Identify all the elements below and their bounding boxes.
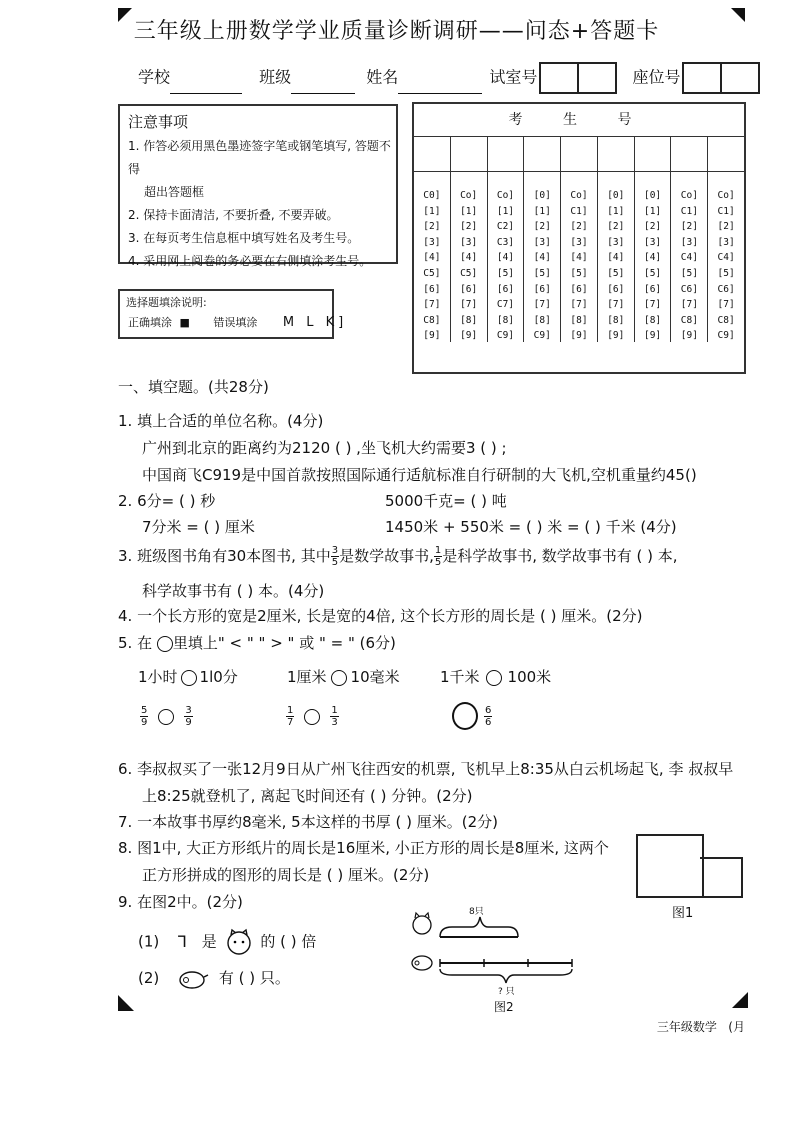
number-bubble[interactable]: [0] <box>643 190 662 201</box>
number-bubble[interactable]: [5] <box>680 267 698 279</box>
number-bubble[interactable]: [9] <box>607 330 625 342</box>
number-bubble[interactable]: C1] <box>680 205 698 217</box>
number-bubble[interactable]: C8] <box>423 314 441 326</box>
number-bubble[interactable]: [7] <box>717 299 735 311</box>
number-bubble[interactable]: [3] <box>643 236 662 248</box>
number-bubble[interactable]: [9] <box>643 330 662 342</box>
figure2-top-label: 8只 <box>469 907 484 917</box>
number-bubble[interactable]: [5] <box>533 267 551 279</box>
q5-compare-2: 1厘米 10毫米 <box>287 668 400 686</box>
compare-circle[interactable] <box>486 670 502 686</box>
number-bubble[interactable]: [1] <box>533 205 551 217</box>
number-bubble[interactable]: [5] <box>607 267 625 279</box>
notice-item: 2. 保持卡面清洁, 不要折叠, 不要弄破。 <box>128 208 339 222</box>
figure2-bottom-label: ? 只 <box>498 987 515 997</box>
number-bubble[interactable]: [4] <box>496 252 515 264</box>
number-bubble[interactable]: [2] <box>680 221 698 233</box>
number-bubble[interactable]: [2] <box>460 221 478 233</box>
number-bubble[interactable]: Co] <box>570 190 588 201</box>
q5-compare-4: $\frac{5}{9}$ $\frac{3}{9}$ <box>141 705 192 728</box>
q8-line1: 8. 图1中, 大正方形纸片的周长是16厘米, 小正方形的周长是8厘米, 这两个 <box>118 839 609 857</box>
notice-list <box>120 135 396 273</box>
notice-item: 超出答题框 <box>144 185 205 199</box>
number-column <box>450 172 487 342</box>
number-bubble[interactable]: [2] <box>607 221 625 233</box>
number-bubble[interactable]: [8] <box>533 314 551 326</box>
number-column <box>707 172 744 342</box>
number-bubble[interactable]: [7] <box>570 299 588 311</box>
q5-stem: 5. 在 里填上" < " " > " 或 " = " (6分) <box>118 634 396 652</box>
number-bubble[interactable]: [6] <box>533 283 551 295</box>
room-number-cells[interactable] <box>541 62 617 94</box>
number-bubble[interactable]: [7] <box>533 299 551 311</box>
number-bubble[interactable]: [7] <box>607 299 625 311</box>
page-footer: 三年级数学 (月 <box>656 1020 745 1034</box>
notice-item: 3. 在每页考生信息框中填写姓名及考生号。 <box>128 231 360 245</box>
number-bubble[interactable]: [0] <box>533 190 551 201</box>
page-title: 三年级上册数学学业质量诊断调研——问态+答题卡 <box>133 19 660 44</box>
class-field[interactable] <box>291 77 355 94</box>
number-column <box>414 172 450 342</box>
q9-sub1: (1) ꓶ 是 的 ( ) 倍 <box>138 928 316 956</box>
number-bubble[interactable]: [7] <box>423 299 441 311</box>
number-bubble[interactable]: [6] <box>460 283 478 295</box>
fill-instructions-title: 选择题填涂说明: <box>126 296 207 309</box>
number-bubble[interactable]: C3] <box>496 236 515 248</box>
notice-box <box>118 104 398 268</box>
number-bubble[interactable]: C9] <box>496 330 515 342</box>
number-bubble[interactable]: [6] <box>496 283 515 295</box>
number-column <box>670 172 707 342</box>
number-bubble[interactable]: [1] <box>496 205 515 217</box>
class-label: 班级 <box>259 67 292 87</box>
number-bubble[interactable]: [1] <box>423 205 441 217</box>
bottom-brace <box>440 969 572 983</box>
number-bubble[interactable]: [4] <box>570 252 588 264</box>
number-bubble[interactable]: C2] <box>496 221 515 233</box>
number-bubble[interactable]: [3] <box>460 236 478 248</box>
figure2-label: 图2 <box>494 1000 514 1014</box>
number-bubble[interactable]: [3] <box>533 236 551 248</box>
number-bubble[interactable]: [4] <box>533 252 551 264</box>
number-bubble[interactable]: [1] <box>460 205 478 217</box>
compare-circle[interactable] <box>452 702 478 730</box>
number-bubble[interactable]: C6] <box>717 283 735 295</box>
number-bubble[interactable]: [3] <box>717 236 735 248</box>
school-field[interactable] <box>170 77 242 94</box>
number-bubble[interactable]: [7] <box>460 299 478 311</box>
student-number-header: 考 生 号 <box>414 104 744 137</box>
number-column <box>523 172 560 342</box>
student-number-bubbles <box>414 172 744 342</box>
seat-label: 座位号 <box>632 67 681 87</box>
figure1-small-square <box>700 857 743 898</box>
room-label: 试室号 <box>489 67 538 87</box>
q3-text-1: 3. 班级图书角有30本图书, 其中 <box>118 547 331 565</box>
number-bubble[interactable]: C8] <box>680 314 698 326</box>
figure1-squares <box>636 834 704 898</box>
number-bubble[interactable]: [2] <box>643 221 662 233</box>
q3-fraction-1: $\frac{3}{5}$ <box>331 545 339 568</box>
number-bubble[interactable]: C9] <box>717 330 735 342</box>
number-bubble[interactable]: C7] <box>496 299 515 311</box>
number-bubble[interactable]: [2] <box>570 221 588 233</box>
q1-line2: 中国商飞C919是中国首款按照国际通行适航标准自行研制的大飞机,空机重量约45() <box>142 466 697 484</box>
correct-fill-mark: ■ <box>179 316 190 329</box>
corner-mark-bottom-right <box>732 992 748 1008</box>
number-bubble[interactable]: [4] <box>643 252 662 264</box>
number-bubble[interactable]: [6] <box>423 283 441 295</box>
number-bubble[interactable]: C0] <box>423 190 441 201</box>
number-bubble[interactable]: [6] <box>643 283 662 295</box>
q3-text-3: 是科学故事书, 数学故事书有 ( ) 本, <box>442 547 678 565</box>
q5-compare-5: $\frac{1}{7}$ $\frac{1}{3}$ <box>287 705 338 728</box>
number-bubble[interactable]: Co] <box>680 190 698 201</box>
q5-compare-1: 1小时 1l0分 <box>138 668 238 686</box>
q7-text: 7. 一本故事书厚约8毫米, 5本这样的书厚 ( ) 厘米。(2分) <box>118 813 498 831</box>
number-bubble[interactable]: [5] <box>717 267 735 279</box>
number-bubble[interactable]: Co] <box>460 190 478 201</box>
cat-icon <box>222 928 256 956</box>
number-bubble[interactable]: [3] <box>570 236 588 248</box>
q3-text-2: 是数学故事书, <box>339 547 434 565</box>
q6-line1: 6. 李叔叔买了一张12月9日从广州飞往西安的机票, 飞机早上8:35从白云机场起飞, 李 叔叔早 <box>118 760 734 778</box>
number-bubble[interactable]: [8] <box>570 314 588 326</box>
notice-item: 1. 作答必须用黑色墨迹签字笔或钢笔填写, 答题不得 <box>128 139 391 176</box>
q9-stem: 9. 在图2中。(2分) <box>118 893 243 911</box>
number-bubble[interactable]: [6] <box>607 283 625 295</box>
number-bubble[interactable]: [5] <box>643 267 662 279</box>
number-bubble[interactable]: [6] <box>570 283 588 295</box>
number-bubble[interactable]: C4] <box>680 252 698 264</box>
correct-fill-label: 正确填涂 <box>128 316 172 329</box>
duck-icon: ꓶ <box>178 931 187 951</box>
number-bubble[interactable]: [4] <box>460 252 478 264</box>
pig-icon <box>412 956 432 970</box>
q1-line1: 广州到北京的距离约为2120 ( ) ,坐飞机大约需要3 ( ) ; <box>142 439 507 457</box>
wrong-fill-label: 错误填涂 <box>213 316 258 329</box>
seat-number-cells[interactable] <box>684 62 760 94</box>
number-column <box>597 172 634 342</box>
number-bubble[interactable]: [8] <box>607 314 625 326</box>
number-bubble[interactable]: C6] <box>680 283 698 295</box>
q5-compare-3: 1千米 100米 <box>440 668 552 686</box>
section-heading: 一、填空题。(共28分) <box>118 378 269 396</box>
number-bubble[interactable]: [9] <box>570 330 588 342</box>
compare-circle[interactable] <box>181 670 197 686</box>
number-bubble[interactable]: [0] <box>607 190 625 201</box>
number-bubble[interactable]: [7] <box>680 299 698 311</box>
figure1-label: 图1 <box>672 906 694 921</box>
top-brace <box>440 917 518 937</box>
compare-circle[interactable] <box>304 709 320 725</box>
school-label: 学校 <box>138 67 171 87</box>
q3-fraction-2: $\frac{1}{5}$ <box>434 545 442 568</box>
wrong-fill-marks: M L K] <box>282 315 348 330</box>
number-bubble[interactable]: Co] <box>496 190 515 201</box>
student-info-row <box>138 62 760 94</box>
number-bubble[interactable]: [5] <box>570 267 588 279</box>
number-bubble[interactable]: [5] <box>496 267 515 279</box>
corner-mark-bottom-left <box>118 995 134 1011</box>
notice-item: 4. 采用网上阅卷的务必要在右侧填涂考生号。 <box>128 254 372 268</box>
name-label: 姓名 <box>366 67 399 87</box>
q5-compare-6: $\frac{6}{6}$ <box>452 702 492 730</box>
number-bubble[interactable]: [8] <box>643 314 662 326</box>
number-bubble[interactable]: C4] <box>717 252 735 264</box>
number-bubble[interactable]: [2] <box>533 221 551 233</box>
number-bubble[interactable]: [4] <box>607 252 625 264</box>
number-column <box>560 172 597 342</box>
q1-stem: 1. 填上合适的单位名称。(4分) <box>118 412 324 430</box>
q6-line2: 上8:25就登机了, 离起飞时间还有 ( ) 分钟。(2分) <box>142 787 473 805</box>
q8-line2: 正方形拼成的图形的周长是 ( ) 厘米。(2分) <box>142 866 430 884</box>
number-column <box>634 172 671 342</box>
number-bubble[interactable]: C9] <box>533 330 551 342</box>
number-bubble[interactable]: C5] <box>460 267 478 279</box>
number-bubble[interactable]: [9] <box>460 330 478 342</box>
q2-part-b: 5000千克= ( ) 吨 <box>385 492 507 510</box>
number-bubble[interactable]: [1] <box>607 205 625 217</box>
number-bubble[interactable]: [2] <box>717 221 735 233</box>
number-bubble[interactable]: Co] <box>717 190 735 201</box>
compare-circle[interactable] <box>158 709 174 725</box>
q3-line2: 科学故事书有 ( ) 本。(4分) <box>142 582 325 600</box>
number-bubble[interactable]: C8] <box>717 314 735 326</box>
student-number-grid <box>412 102 746 374</box>
number-bubble[interactable]: C1] <box>717 205 735 217</box>
pig-icon <box>176 968 210 990</box>
number-bubble[interactable]: [9] <box>680 330 698 342</box>
number-bubble[interactable]: [3] <box>607 236 625 248</box>
number-bubble[interactable]: [8] <box>496 314 515 326</box>
name-field[interactable] <box>398 77 482 94</box>
number-column <box>487 172 524 342</box>
q2-part-a: 2. 6分= ( ) 秒 <box>118 492 216 510</box>
number-bubble[interactable]: [9] <box>423 330 441 342</box>
number-bubble[interactable]: [2] <box>423 221 441 233</box>
q4-text: 4. 一个长方形的宽是2厘米, 长是宽的4倍, 这个长方形的周长是 ( ) 厘米。(2分) <box>118 607 643 625</box>
number-bubble[interactable]: C5] <box>423 267 441 279</box>
cat-icon <box>413 913 431 934</box>
student-number-write-row[interactable] <box>414 137 744 172</box>
q2-part-d: 1450米 + 550米 = ( ) 米 = ( ) 千米 (4分) <box>385 518 677 536</box>
number-bubble[interactable]: [3] <box>680 236 698 248</box>
circle-icon <box>157 636 173 652</box>
fill-instructions-box <box>118 289 348 339</box>
number-bubble[interactable]: C1] <box>570 205 588 217</box>
number-bubble[interactable]: [4] <box>423 252 441 264</box>
number-bubble[interactable]: [8] <box>460 314 478 326</box>
notice-title: 注意事项 <box>128 113 189 131</box>
number-bubble[interactable]: [7] <box>643 299 662 311</box>
number-bubble[interactable]: [3] <box>423 236 441 248</box>
number-bubble[interactable]: [1] <box>643 205 662 217</box>
q9-sub2: (2) 有 ( ) 只。 <box>138 967 290 990</box>
q2-part-c: 7分米 = ( ) 厘米 <box>142 518 255 536</box>
compare-circle[interactable] <box>331 670 347 686</box>
q3-line1 <box>118 545 678 568</box>
